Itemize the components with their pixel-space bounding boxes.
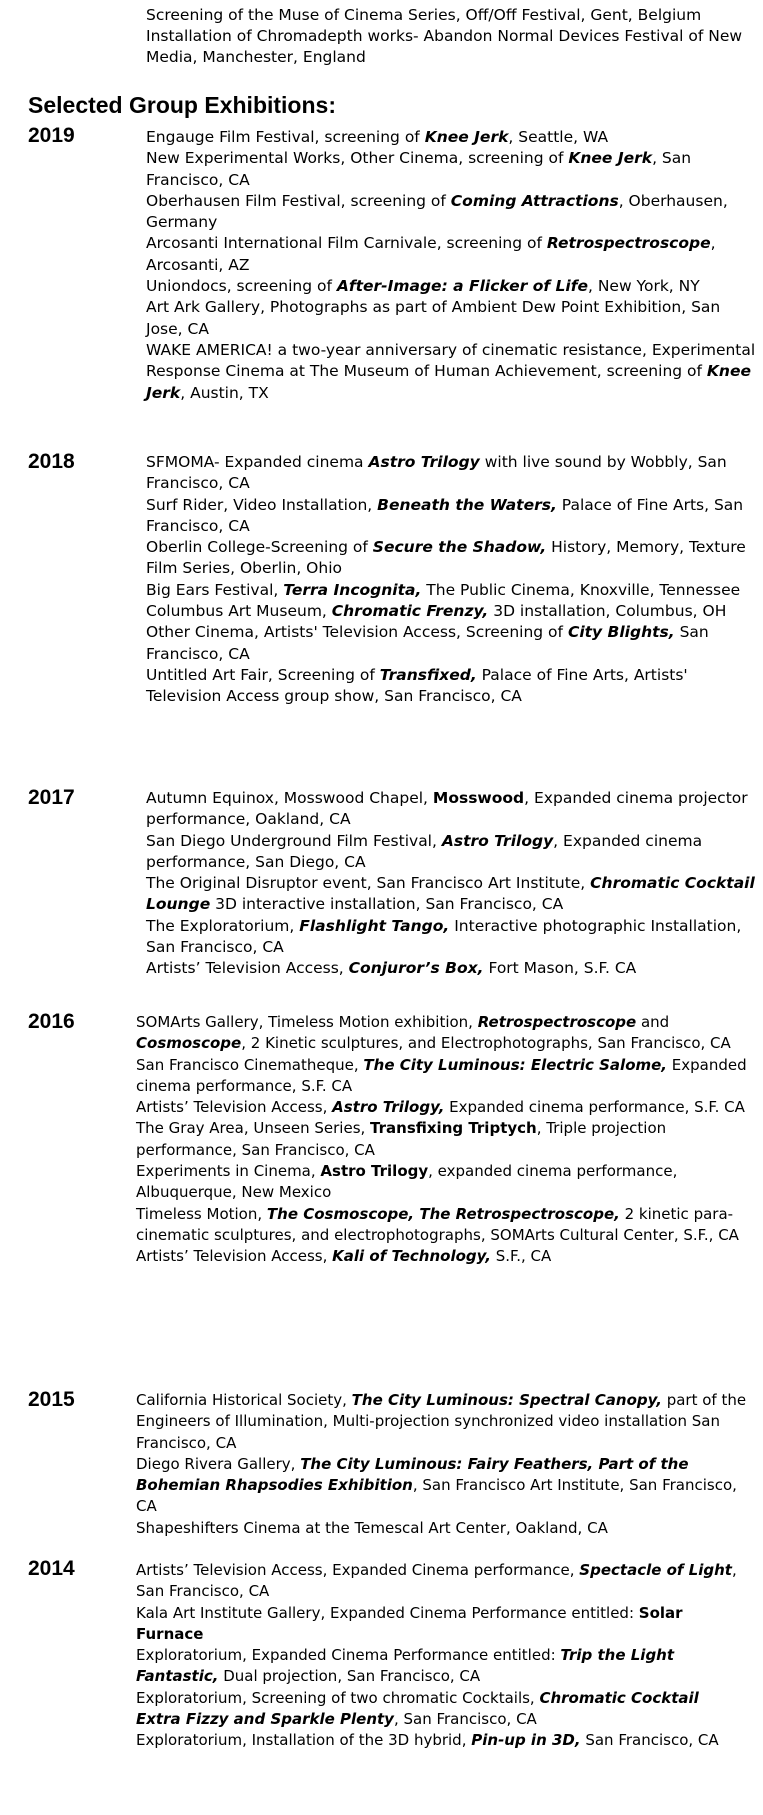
entry-text: , San Francisco, CA <box>136 1561 737 1601</box>
work-title: Astro Trilogy <box>441 831 554 850</box>
entry-text: California Historical Society, <box>136 1391 352 1409</box>
exhibition-entry <box>136 1055 748 1098</box>
entry-text: , San Francisco Art Institute, San Francisco, CA <box>136 1476 737 1516</box>
entry-text: Uniondocs, screening of <box>146 277 337 296</box>
work-title: Flashlight Tango, <box>299 916 450 935</box>
entry-text: Artists’ Television Access, <box>136 1247 333 1266</box>
work-title: The City Luminous: Electric Salome, <box>363 1055 668 1074</box>
exhibition-entry <box>146 127 758 148</box>
entry-text: San Diego Underground Film Festival, <box>146 831 442 850</box>
work-title: The City Luminous: Spectral Canopy, <box>351 1391 662 1409</box>
intro-line: Installation of Chromadepth works- Abandon Normal Devices Festival of New Media, Manchester, England <box>146 27 743 66</box>
exhibition-entry <box>136 1204 748 1247</box>
entry-text: Expanded cinema performance, S.F. CA <box>136 1055 747 1095</box>
entry-text: , New York, NY <box>587 277 700 296</box>
year-label: 2017 <box>28 786 75 809</box>
entry-text: Untitled Art Fair, Screening of <box>146 665 380 684</box>
entries-2017 <box>146 788 758 980</box>
exhibition-entry <box>136 1645 748 1688</box>
work-title: Kali of Technology, <box>332 1247 491 1266</box>
work-title: Chromatic Cocktail Lounge <box>146 874 755 914</box>
entry-text: Big Ears Festival, <box>146 580 284 599</box>
entry-text: San Francisco, CA <box>580 1731 719 1750</box>
work-title: Astro Trilogy, <box>332 1098 445 1117</box>
entry-text: Artists’ Television Access, <box>136 1098 333 1117</box>
work-title-bold: Mosswood <box>432 789 525 807</box>
exhibition-entry <box>146 191 758 234</box>
exhibition-entry <box>136 1603 748 1646</box>
entry-text: , Expanded cinema projector performance, Oakland, CA <box>146 789 748 829</box>
intro-line: Screening of the Muse of Cinema Series, Off/Off Festival, Gent, Belgium <box>146 6 702 24</box>
work-title: After-Image: a Flicker of Life <box>336 277 588 296</box>
work-title: Transfixed, <box>379 665 477 684</box>
entry-text: Oberlin College-Screening of <box>146 538 373 557</box>
entry-text: Exploratorium, Expanded Cinema Performance entitled: <box>136 1646 561 1665</box>
year-label: 2019 <box>28 124 75 147</box>
exhibition-entry <box>146 452 758 495</box>
exhibition-entry <box>136 1097 748 1118</box>
entry-text: Palace of Fine Arts, Artists' Television Access group show, San Francisco, CA <box>146 665 688 706</box>
entry-text: Shapeshifters Cinema at the Temescal Art Center, Oakland, CA <box>136 1518 608 1537</box>
intro-block <box>146 5 758 68</box>
work-title: Chromatic Cocktail Extra Fizzy and Sparkle Plenty <box>136 1688 699 1729</box>
entry-text: 3D installation, Columbus, OH <box>488 602 727 621</box>
work-title: The Cosmoscope, The Retrospectroscope, <box>266 1204 620 1223</box>
work-title: Chromatic Frenzy, <box>331 602 489 621</box>
exhibition-entry <box>136 1518 748 1539</box>
entries-2015 <box>136 1390 748 1539</box>
entry-text: , expanded cinema performance, Albuquerque, New Mexico <box>136 1162 678 1202</box>
exhibition-entry <box>146 916 758 959</box>
entry-text: Columbus Art Museum, <box>146 602 332 621</box>
work-title: Trip the Light Fantastic, <box>136 1646 675 1686</box>
exhibition-entry <box>146 495 758 538</box>
exhibition-entry <box>146 580 758 601</box>
entry-text: part of the Engineers of Illumination, Multi-projection synchronized video installation San Francisco, CA <box>136 1391 747 1452</box>
entry-text: , 2 Kinetic sculptures, and Electrophotographs, San Francisco, CA <box>241 1034 731 1053</box>
entry-text: , Oberhausen, Germany <box>146 191 728 232</box>
entry-text: with live sound by Wobbly, San Francisco, CA <box>146 453 727 493</box>
entry-text: , Arcosanti, AZ <box>146 234 716 274</box>
entries-2018 <box>146 452 758 708</box>
entry-text: Dual projection, San Francisco, CA <box>218 1667 481 1686</box>
entry-text: Kala Art Institute Gallery, Expanded Cinema Performance entitled: <box>136 1603 639 1622</box>
entry-text: The Original Disruptor event, San Francisco Art Institute, <box>146 874 591 893</box>
year-label: 2016 <box>28 1010 75 1033</box>
exhibition-entry <box>146 665 758 708</box>
year-label: 2018 <box>28 450 75 473</box>
work-title-bold: Transfixing Triptych <box>370 1119 537 1138</box>
entry-text: Artists’ Television Access, Expanded Cinema performance, <box>136 1561 580 1579</box>
work-title: Beneath the Waters, <box>377 495 557 514</box>
entry-text: , San Francisco, CA <box>146 149 692 189</box>
exhibition-entry <box>146 537 758 580</box>
entry-text: Autumn Equinox, Mosswood Chapel, <box>146 789 433 807</box>
exhibition-entry <box>136 1688 748 1731</box>
entry-text: , Triple projection performance, San Francisco, CA <box>136 1119 667 1159</box>
entry-text: San Francisco Cinematheque, <box>136 1055 364 1074</box>
entry-text: Arcosanti International Film Carnivale, screening of <box>146 234 547 253</box>
exhibition-entry <box>146 873 758 916</box>
exhibition-entry <box>146 340 758 404</box>
entry-text: and <box>636 1013 670 1031</box>
entries-2016 <box>136 1012 748 1268</box>
entry-text: Experiments in Cinema, <box>136 1162 321 1181</box>
exhibition-entry <box>136 1161 748 1204</box>
entry-text: Expanded cinema performance, S.F. CA <box>444 1098 745 1117</box>
entry-text: Art Ark Gallery, Photographs as part of Ambient Dew Point Exhibition, San Jose, CA <box>146 298 721 338</box>
exhibition-entry <box>146 788 758 831</box>
entry-text: , Expanded cinema performance, San Diego, CA <box>146 831 703 871</box>
entry-text: Other Cinema, Artists' Television Access, Screening of <box>146 623 568 642</box>
exhibition-entry <box>146 276 758 297</box>
entry-text: Oberhausen Film Festival, screening of <box>146 191 451 210</box>
work-title: Part of the Bohemian Rhapsodies Exhibition <box>136 1454 689 1495</box>
entry-text: S.F., CA <box>490 1247 552 1266</box>
work-title: Retrospectroscope <box>477 1013 637 1031</box>
entry-text: The Public Cinema, Knoxville, Tennessee <box>421 580 741 599</box>
entry-text: The Gray Area, Unseen Series, <box>136 1119 371 1138</box>
exhibition-entry <box>146 958 758 979</box>
year-label: 2014 <box>28 1557 75 1580</box>
exhibition-entry <box>146 831 758 874</box>
entry-text: History, Memory, Texture Film Series, Oberlin, Ohio <box>146 538 746 578</box>
work-title-bold: Astro Trilogy <box>320 1162 429 1181</box>
exhibition-entry <box>136 1012 748 1055</box>
entry-text: New Experimental Works, Other Cinema, screening of <box>146 149 569 168</box>
entry-text: Artists’ Television Access, <box>146 959 349 978</box>
year-label: 2015 <box>28 1388 75 1411</box>
entry-text: Timeless Motion, <box>136 1204 267 1223</box>
entries-2019 <box>146 127 758 404</box>
exhibition-entry <box>146 622 758 665</box>
work-title-bold: Solar Furnace <box>136 1603 683 1643</box>
entry-text: SFMOMA- Expanded cinema <box>146 453 369 471</box>
entry-text: Fort Mason, S.F. CA <box>483 959 637 978</box>
entry-text: The Exploratorium, <box>146 916 300 935</box>
exhibition-entry <box>136 1560 748 1603</box>
exhibition-entry <box>136 1390 748 1454</box>
entry-text: Palace of Fine Arts, San Francisco, CA <box>146 495 744 535</box>
work-title: Spectacle of Light <box>579 1561 732 1579</box>
work-title: Conjuror’s Box, <box>348 959 484 978</box>
exhibition-entry <box>136 1118 748 1161</box>
entry-text: SOMArts Gallery, Timeless Motion exhibition, <box>136 1013 478 1031</box>
entry-text: Exploratorium, Installation of the 3D hybrid, <box>136 1731 472 1750</box>
entry-text: Interactive photographic Installation, San Francisco, CA <box>146 916 742 957</box>
entry-text: San Francisco, CA <box>146 623 709 663</box>
work-title: Pin-up in 3D, <box>471 1731 581 1750</box>
exhibition-entry <box>146 233 758 276</box>
work-title: The City Luminous: Fairy Feathers, <box>300 1454 594 1473</box>
work-title: Coming Attractions <box>450 191 619 210</box>
work-title: Astro Trilogy <box>368 453 480 471</box>
entry-text: , San Francisco, CA <box>393 1710 537 1729</box>
entry-text: Engauge Film Festival, screening of <box>146 128 425 146</box>
work-title: Terra Incognita, <box>283 580 422 599</box>
exhibition-entry <box>136 1246 748 1267</box>
work-title: City Blights, <box>567 623 675 642</box>
work-title: Secure the Shadow, <box>372 538 547 557</box>
section-heading: Selected Group Exhibitions: <box>28 92 336 118</box>
work-title: Knee Jerk <box>568 149 653 168</box>
entry-text: Diego Rivera Gallery, <box>136 1454 301 1473</box>
entry-text: , Seattle, WA <box>508 128 609 146</box>
work-title: Cosmoscope <box>136 1034 242 1053</box>
entry-text: Surf Rider, Video Installation, <box>146 495 378 514</box>
entry-text: Exploratorium, Screening of two chromatic Cocktails, <box>136 1688 540 1707</box>
entry-text: 3D interactive installation, San Francisco, CA <box>210 895 564 914</box>
entry-text: 2 kinetic para-cinematic sculptures, and electrophotographs, SOMArts Cultural Center, S.F., CA <box>136 1204 739 1244</box>
entries-2014 <box>136 1560 748 1752</box>
exhibition-entry <box>146 601 758 622</box>
exhibition-entry <box>136 1730 748 1751</box>
exhibition-entry <box>136 1454 748 1518</box>
work-title: Knee Jerk <box>424 128 509 146</box>
entry-text: , Austin, TX <box>180 383 269 402</box>
work-title: Retrospectroscope <box>546 234 711 253</box>
exhibition-entry <box>146 297 758 340</box>
exhibition-entry <box>146 148 758 191</box>
work-title: Knee Jerk <box>146 362 751 402</box>
entry-text: WAKE AMERICA! a two-year anniversary of cinematic resistance, Experimental Response Cinema at The Museum of Human Achievement, screening of <box>146 340 756 381</box>
